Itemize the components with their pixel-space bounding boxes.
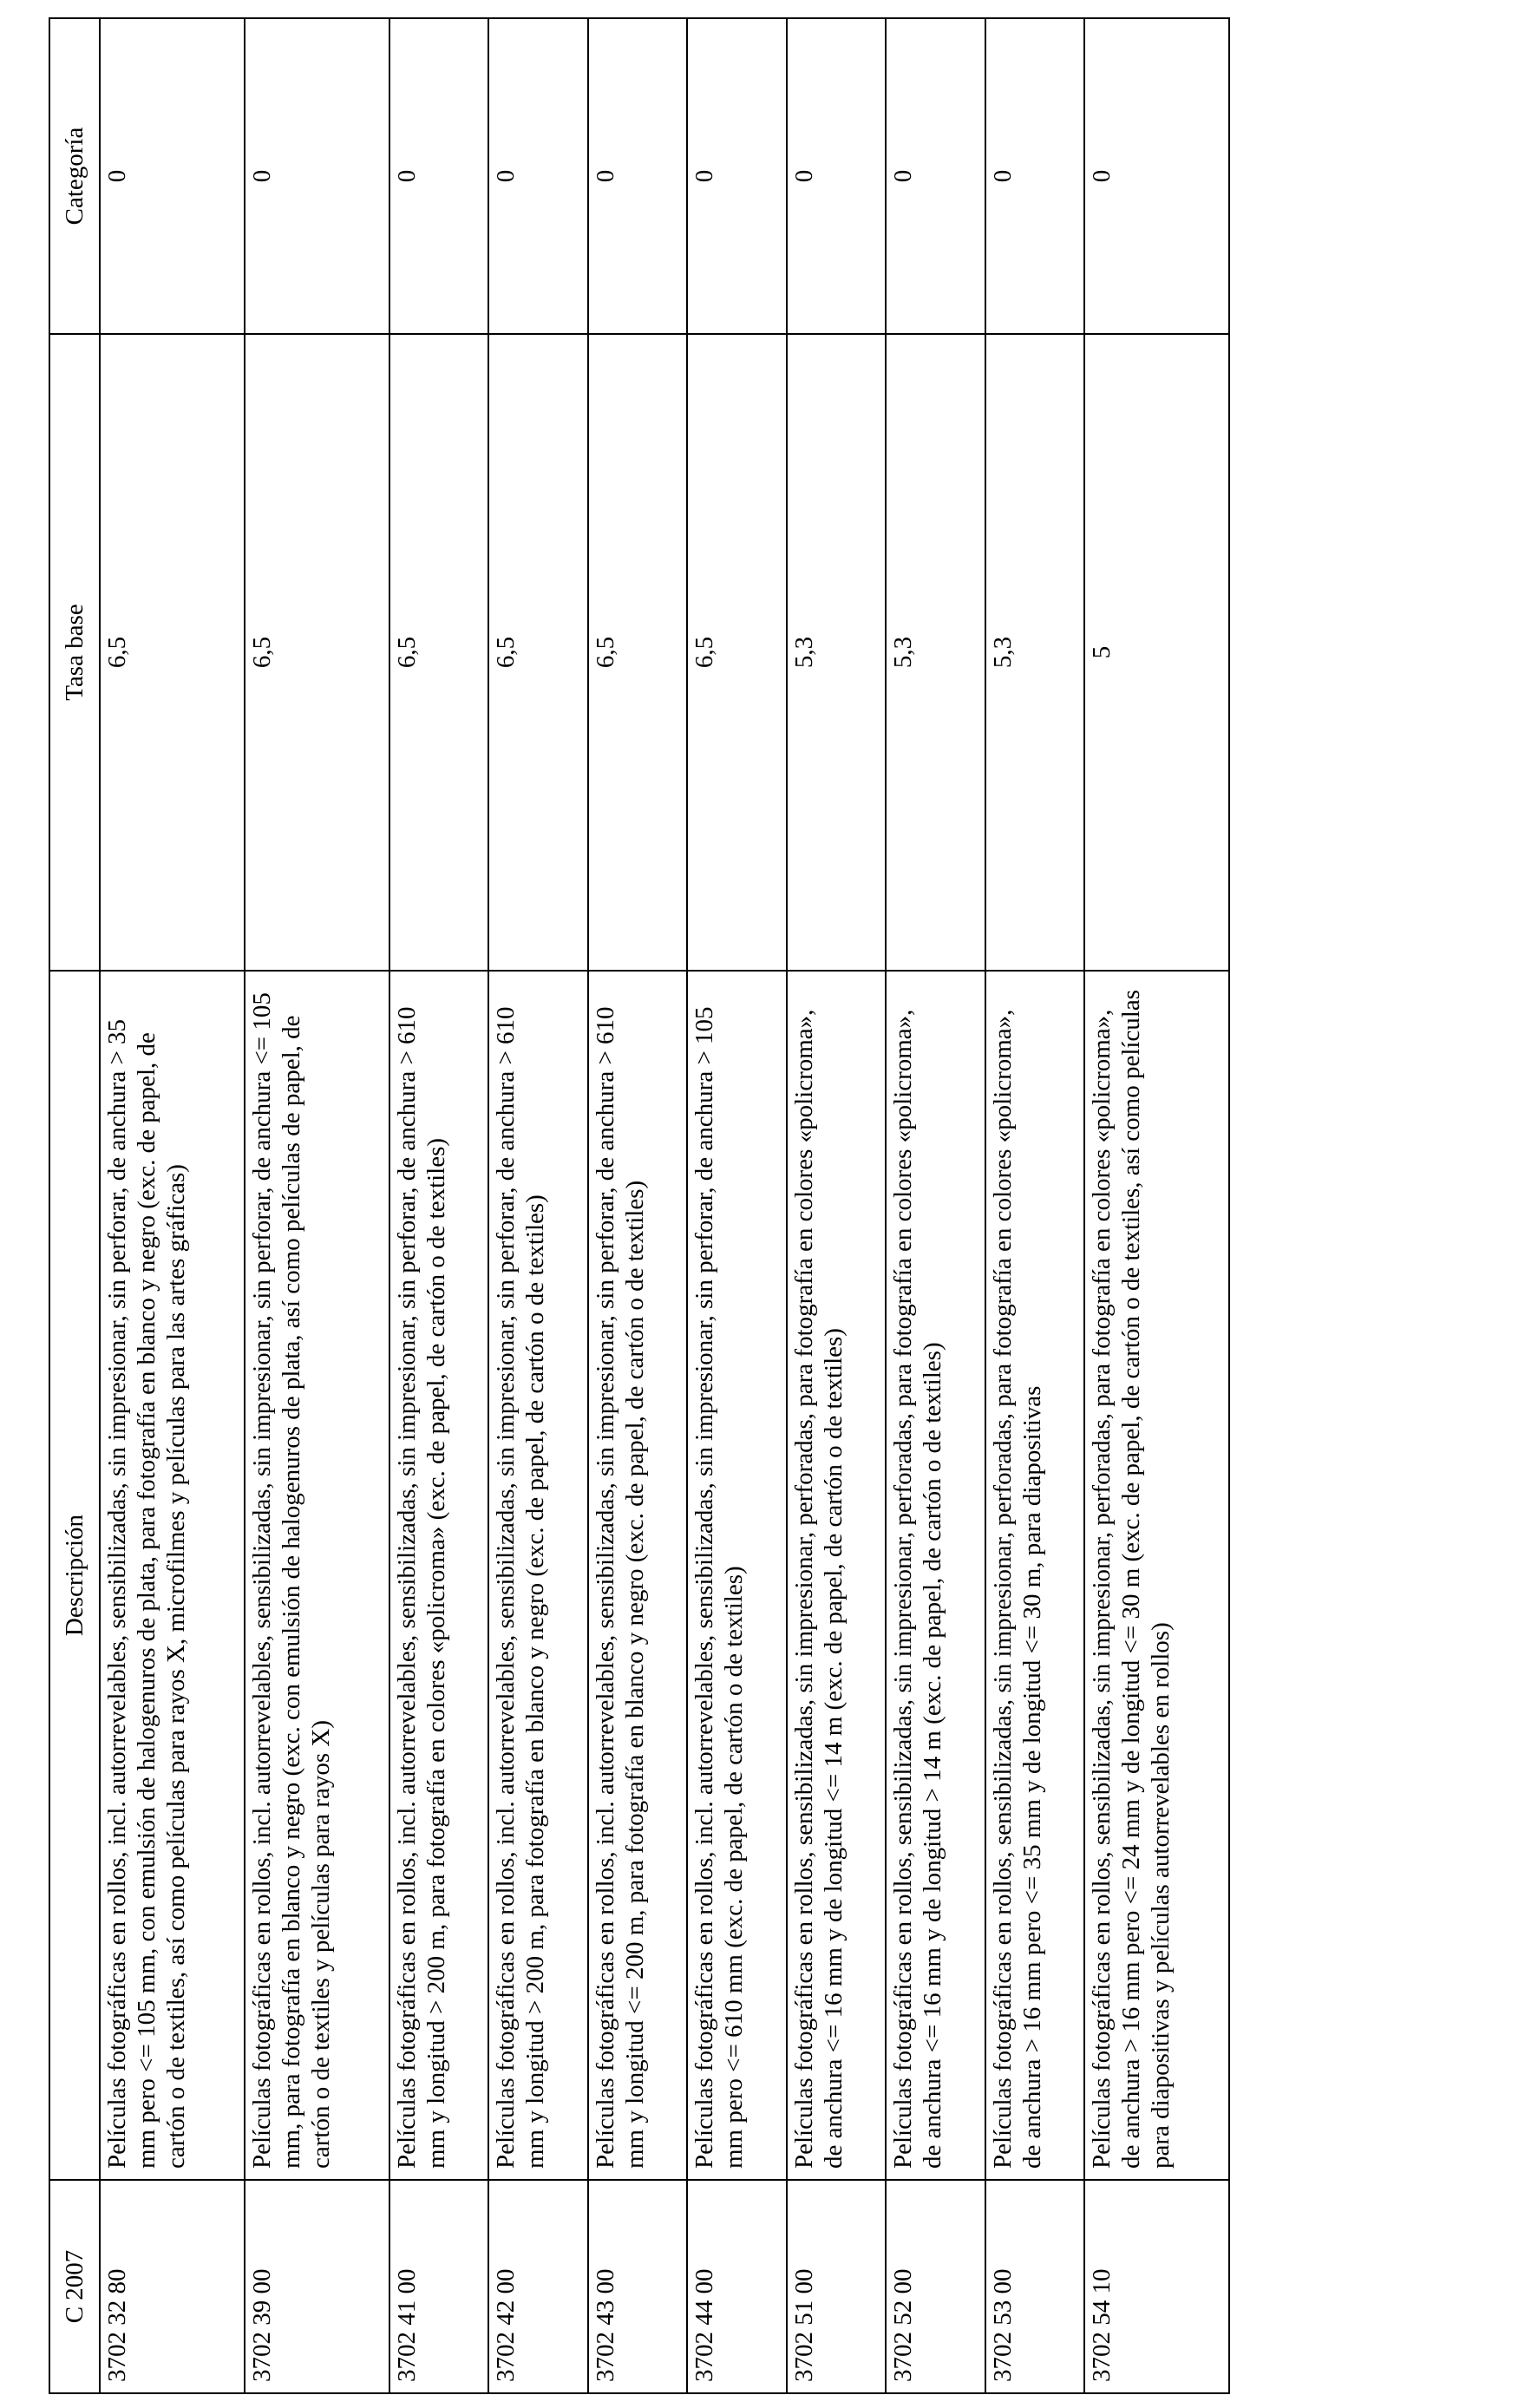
description-cell: Películas fotográficas en rollos, sensibilizadas, sin impresionar, perforadas, para fotografía en colores «policroma», de anchura <= 16 mm y de longitud > 14 m (exc. de papel, de cartón o de textiles) bbox=[886, 971, 985, 2180]
description-cell: Películas fotográficas en rollos, incl. autorrevelables, sensibilizadas, sin impresionar, sin perforar, de anchura <= 105 mm, para fotografía en blanco y negro (exc. con emulsión de halogenuros de plata, así como películas de papel, de cartón o de textiles y películas para rayos X) bbox=[245, 971, 389, 2180]
header-category: Categoría bbox=[49, 18, 100, 334]
category-cell: 0 bbox=[488, 18, 587, 334]
table-row bbox=[100, 18, 245, 2393]
base-rate-cell: 6,5 bbox=[687, 334, 786, 971]
base-rate-cell: 6,5 bbox=[488, 334, 587, 971]
header-row bbox=[49, 18, 100, 2393]
table-row bbox=[985, 18, 1084, 2393]
base-rate-cell: 6,5 bbox=[588, 334, 687, 971]
description-cell: Películas fotográficas en rollos, incl. autorrevelables, sensibilizadas, sin impresionar, sin perforar, de anchura > 105 mm pero <= 610 mm (exc. de papel, de cartón o de textiles) bbox=[687, 971, 786, 2180]
base-rate-cell: 6,5 bbox=[100, 334, 245, 971]
table-row bbox=[787, 18, 886, 2393]
base-rate-cell: 5,3 bbox=[886, 334, 985, 971]
code-cell: 3702 41 00 bbox=[389, 2180, 488, 2393]
category-cell: 0 bbox=[389, 18, 488, 334]
header-base-rate: Tasa base bbox=[49, 334, 100, 971]
table-row bbox=[886, 18, 985, 2393]
description-cell: Películas fotográficas en rollos, sensibilizadas, sin impresionar, perforadas, para fotografía en colores «policroma», de anchura <= 16 mm y de longitud <= 14 m (exc. de papel, de cartón o de textiles) bbox=[787, 971, 886, 2180]
table-row bbox=[245, 18, 389, 2393]
header-description: Descripción bbox=[49, 971, 100, 2180]
description-cell: Películas fotográficas en rollos, incl. autorrevelables, sensibilizadas, sin impresionar, sin perforar, de anchura > 610 mm y longitud > 200 m, para fotografía en blanco y negro (exc. de papel, de cartón o de textiles) bbox=[488, 971, 587, 2180]
code-cell: 3702 51 00 bbox=[787, 2180, 886, 2393]
category-cell: 0 bbox=[1084, 18, 1229, 334]
table-row bbox=[389, 18, 488, 2393]
table-row bbox=[1084, 18, 1229, 2393]
code-cell: 3702 52 00 bbox=[886, 2180, 985, 2393]
base-rate-cell: 6,5 bbox=[245, 334, 389, 971]
code-cell: 3702 53 00 bbox=[985, 2180, 1084, 2393]
code-cell: 3702 54 10 bbox=[1084, 2180, 1229, 2393]
description-cell: Películas fotográficas en rollos, sensibilizadas, sin impresionar, perforadas, para fotografía en colores «policroma», de anchura > 16 mm pero <= 35 mm y de longitud <= 30 m, para diapositivas bbox=[985, 971, 1084, 2180]
category-cell: 0 bbox=[100, 18, 245, 334]
table-row bbox=[488, 18, 587, 2393]
category-cell: 0 bbox=[588, 18, 687, 334]
tariff-table bbox=[49, 17, 1230, 2394]
description-cell: Películas fotográficas en rollos, incl. autorrevelables, sensibilizadas, sin impresionar, sin perforar, de anchura > 35 mm pero <= 105 mm, con emulsión de halogenuros de plata, para fotografía en blanco y negro (exc. de papel, de cartón o de textiles, así como películas para rayos X, microfilmes y películas para las artes gráficas) bbox=[100, 971, 245, 2180]
description-cell: Películas fotográficas en rollos, incl. autorrevelables, sensibilizadas, sin impresionar, sin perforar, de anchura > 610 mm y longitud <= 200 m, para fotografía en blanco y negro (exc. de papel, de cartón o de textiles) bbox=[588, 971, 687, 2180]
base-rate-cell: 6,5 bbox=[389, 334, 488, 971]
description-cell: Películas fotográficas en rollos, sensibilizadas, sin impresionar, perforadas, para fotografía en colores «policroma», de anchura > 16 mm pero <= 24 mm y de longitud <= 30 m (exc. de papel, de cartón o de textiles, así como películas para diapositivas y películas autorrevelables en rollos) bbox=[1084, 971, 1229, 2180]
table-row bbox=[588, 18, 687, 2393]
header-code: C 2007 bbox=[49, 2180, 100, 2393]
category-cell: 0 bbox=[245, 18, 389, 334]
code-cell: 3702 43 00 bbox=[588, 2180, 687, 2393]
code-cell: 3702 44 00 bbox=[687, 2180, 786, 2393]
base-rate-cell: 5 bbox=[1084, 334, 1229, 971]
category-cell: 0 bbox=[687, 18, 786, 334]
code-cell: 3702 42 00 bbox=[488, 2180, 587, 2393]
code-cell: 3702 32 80 bbox=[100, 2180, 245, 2393]
base-rate-cell: 5,3 bbox=[787, 334, 886, 971]
code-cell: 3702 39 00 bbox=[245, 2180, 389, 2393]
table-row bbox=[687, 18, 786, 2393]
category-cell: 0 bbox=[886, 18, 985, 334]
base-rate-cell: 5,3 bbox=[985, 334, 1084, 971]
category-cell: 0 bbox=[985, 18, 1084, 334]
category-cell: 0 bbox=[787, 18, 886, 334]
rotated-page bbox=[49, 19, 1230, 2394]
description-cell: Películas fotográficas en rollos, incl. autorrevelables, sensibilizadas, sin impresionar, sin perforar, de anchura > 610 mm y longitud > 200 m, para fotografía en colores «policroma» (exc. de papel, de cartón o de textiles) bbox=[389, 971, 488, 2180]
